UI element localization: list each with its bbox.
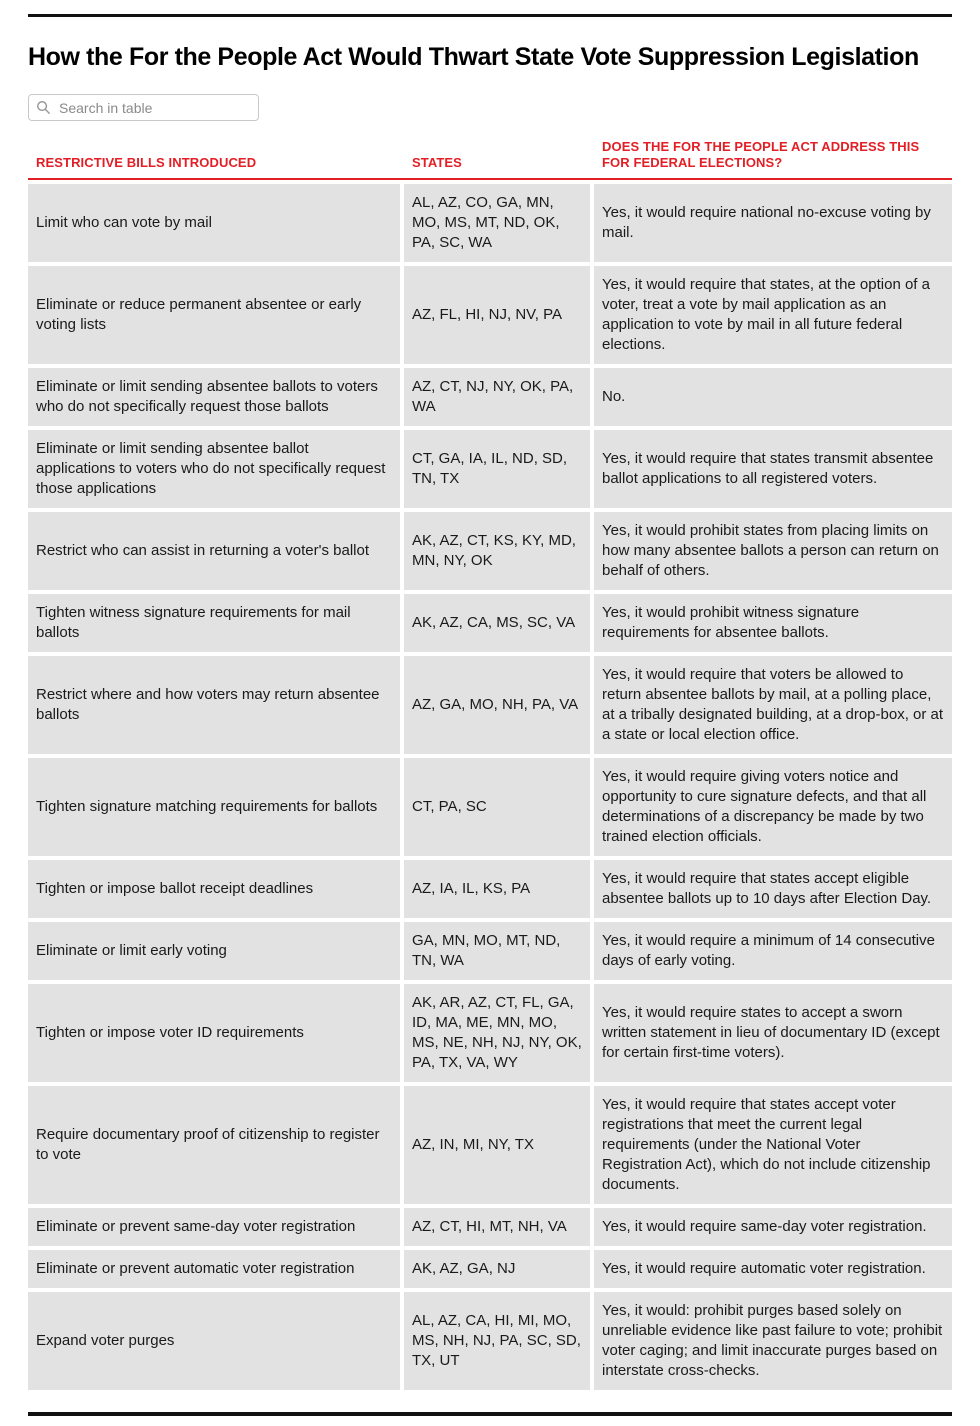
cell-bill: Tighten or impose voter ID requirements — [28, 984, 400, 1082]
search-input[interactable] — [28, 94, 259, 121]
cell-states: AL, AZ, CO, GA, MN, MO, MS, MT, ND, OK, PA, SC, WA — [404, 184, 590, 262]
cell-states: AZ, IN, MI, NY, TX — [404, 1086, 590, 1204]
cell-states: AK, AZ, CA, MS, SC, VA — [404, 594, 590, 652]
cell-bill: Restrict who can assist in returning a voter's ballot — [28, 512, 400, 590]
cell-answer: Yes, it would require states to accept a sworn written statement in lieu of documentary ID (except for certain first-time voters). — [594, 984, 952, 1082]
cell-bill: Limit who can vote by mail — [28, 184, 400, 262]
cell-answer: Yes, it would require automatic voter registration. — [594, 1250, 952, 1288]
cell-answer: Yes, it would require that states, at the option of a voter, treat a vote by mail application as an application to vote by mail in all future federal elections. — [594, 266, 952, 364]
cell-answer: Yes, it would require a minimum of 14 consecutive days of early voting. — [594, 922, 952, 980]
cell-states: AK, AR, AZ, CT, FL, GA, ID, MA, ME, MN, MO, MS, NE, NH, NJ, NY, OK, PA, TX, VA, WY — [404, 984, 590, 1082]
cell-bill: Tighten signature matching requirements for ballots — [28, 758, 400, 856]
cell-bill: Tighten witness signature requirements for mail ballots — [28, 594, 400, 652]
cell-bill: Eliminate or limit sending absentee ballots to voters who do not specifically request those ballots — [28, 368, 400, 426]
bottom-divider — [28, 1412, 952, 1416]
cell-answer: Yes, it would require same-day voter registration. — [594, 1208, 952, 1246]
cell-bill: Restrict where and how voters may return absentee ballots — [28, 656, 400, 754]
cell-bill: Eliminate or limit early voting — [28, 922, 400, 980]
cell-answer: Yes, it would: prohibit purges based solely on unreliable evidence like past failure to vote; prohibit voter caging; and limit inaccurate purges based on interstate cross-checks. — [594, 1292, 952, 1390]
cell-bill: Require documentary proof of citizenship to register to vote — [28, 1086, 400, 1204]
cell-bill: Expand voter purges — [28, 1292, 400, 1390]
cell-answer: Yes, it would require giving voters notice and opportunity to cure signature defects, and that all determinations of a discrepancy be made by two trained election officials. — [594, 758, 952, 856]
page-title: How the For the People Act Would Thwart State Vote Suppression Legislation — [28, 43, 919, 71]
cell-answer: Yes, it would require national no-excuse voting by mail. — [594, 184, 952, 262]
cell-answer: Yes, it would require that states accept eligible absentee ballots up to 10 days after Election Day. — [594, 860, 952, 918]
cell-answer: Yes, it would require that voters be allowed to return absentee ballots by mail, at a polling place, at a tribally designated building, at a drop-box, or at a state or local election office. — [594, 656, 952, 754]
cell-answer: No. — [594, 368, 952, 426]
cell-answer: Yes, it would require that states accept voter registrations that meet the current legal requirements (under the National Voter Registration Act), which do not include citizenship documents. — [594, 1086, 952, 1204]
cell-states: AZ, IA, IL, KS, PA — [404, 860, 590, 918]
table-body — [28, 184, 952, 1390]
cell-states: AK, AZ, GA, NJ — [404, 1250, 590, 1288]
cell-answer: Yes, it would require that states transmit absentee ballot applications to all registered voters. — [594, 430, 952, 508]
cell-answer: Yes, it would prohibit witness signature requirements for absentee ballots. — [594, 594, 952, 652]
cell-answer: Yes, it would prohibit states from placing limits on how many absentee ballots a person can return on behalf of others. — [594, 512, 952, 590]
cell-states: AZ, FL, HI, NJ, NV, PA — [404, 266, 590, 364]
column-header-restrictive-bills: RESTRICTIVE BILLS INTRODUCED — [36, 155, 257, 170]
column-header-states: STATES — [412, 155, 462, 170]
top-divider — [28, 14, 952, 17]
cell-states: AZ, CT, NJ, NY, OK, PA, WA — [404, 368, 590, 426]
cell-states: AZ, CT, HI, MT, NH, VA — [404, 1208, 590, 1246]
cell-states: CT, GA, IA, IL, ND, SD, TN, TX — [404, 430, 590, 508]
cell-states: CT, PA, SC — [404, 758, 590, 856]
cell-bill: Eliminate or reduce permanent absentee or early voting lists — [28, 266, 400, 364]
cell-states: GA, MN, MO, MT, ND, TN, WA — [404, 922, 590, 980]
cell-bill: Eliminate or prevent automatic voter registration — [28, 1250, 400, 1288]
cell-states: AK, AZ, CT, KS, KY, MD, MN, NY, OK — [404, 512, 590, 590]
cell-bill: Tighten or impose ballot receipt deadlines — [28, 860, 400, 918]
cell-bill: Eliminate or prevent same-day voter registration — [28, 1208, 400, 1246]
cell-states: AL, AZ, CA, HI, MI, MO, MS, NH, NJ, PA, SC, SD, TX, UT — [404, 1292, 590, 1390]
column-header-federal-elections: DOES THE FOR THE PEOPLE ACT ADDRESS THIS FOR FEDERAL ELECTIONS? — [602, 139, 920, 170]
table-header-row — [28, 139, 952, 180]
cell-bill: Eliminate or limit sending absentee ballot applications to voters who do not specifically request those applications — [28, 430, 400, 508]
cell-states: AZ, GA, MO, NH, PA, VA — [404, 656, 590, 754]
table-search — [28, 94, 259, 121]
